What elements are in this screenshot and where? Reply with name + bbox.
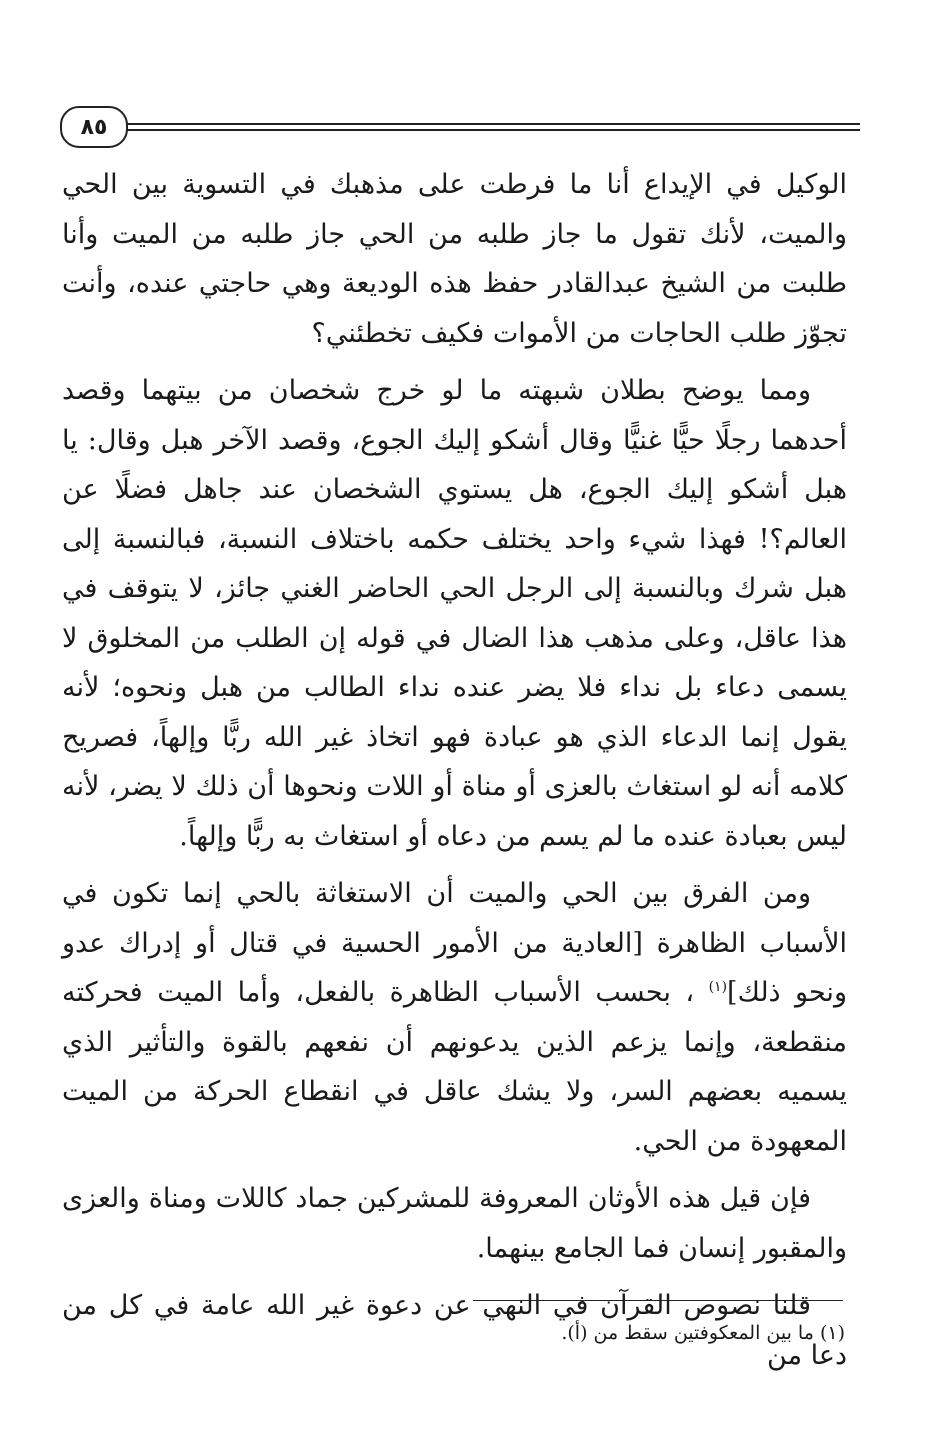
header-rule	[120, 129, 860, 131]
main-text	[62, 160, 847, 1388]
paragraph: ومما يوضح بطلان شبهته ما لو خرج شخصان من بيتهما وقصد أحدهما رجلًا حيًّا غنيًّا وقال أشكو إليك الجوع، وقصد الآخر هبل وقال: يا هبل أشكو إليك الجوع، هل يستوي الشخصان عند جاهل فضلًا عن العالم؟! فهذا شيء واحد يختلف حكمه باختلاف النسبة، فبالنسبة إلى هبل شرك وبالنسبة إلى الرجل الحي الحاضر الغني جائز، لا يتوقف في هذا عاقل، وعلى مذهب هذا الضال في قوله إن الطلب من المخلوق لا يسمى دعاء بل نداء فلا يضر عنده نداء الطالب من هبل ونحوه؛ لأنه يقول إنما الدعاء الذي هو عبادة فهو اتخاذ غير الله ربًّا وإلهاً، فصريح كلامه أنه لو استغاث بالعزى أو مناة أو اللات ونحوها أن ذلك لا يضر، لأنه ليس بعبادة عنده ما لم يسم من دعاه أو استغاث به ربًّا وإلهاً.	[62, 375, 847, 852]
paragraph-text: ، بحسب الأسباب الظاهرة بالفعل، وأما الميت فحركته منقطعة، وإنما يزعم الذين يدعونهم أن نفعهم بالقوة والتأثير الذي يسميه بعضهم السر، ولا يشك عاقل في انقطاع الحركة من الميت المعهودة من الحي.	[62, 977, 847, 1157]
paragraph: قلنا نصوص القرآن في النهي عن دعوة غير الله عامة في كل من دعا من	[62, 1290, 847, 1371]
page-header	[60, 100, 860, 150]
page-number: ٨٥	[60, 106, 128, 148]
footnote-separator	[473, 1300, 843, 1301]
paragraph: الوكيل في الإيداع أنا ما فرطت على مذهبك في التسوية بين الحي والميت، لأنك تقول ما جاز طلبه من الحي جاز طلبه من الميت وأنا طلبت من الشيخ عبدالقادر حفظ هذه الوديعة وهي حاجتي عنده، وأنت تجوّز طلب الحاجات من الأموات فكيف تخطئني؟	[62, 169, 847, 349]
footnotes	[85, 1318, 845, 1348]
footnote-reference[interactable]: (١)	[708, 979, 728, 995]
paragraph: فإن قيل هذه الأوثان المعروفة للمشركين جماد كاللات ومناة والعزى والمقبور إنسان فما الجامع بينهما.	[62, 1183, 847, 1264]
paragraph	[62, 869, 847, 1166]
footnote: (١) ما بين المعكوفتين سقط من (أ).	[561, 1322, 845, 1344]
paragraph-text: ومن الفرق بين الحي والميت أن الاستغاثة بالحي إنما تكون في الأسباب الظاهرة [العادية من الأمور الحسية في قتال أو إدراك عدو ونحو ذلك]	[62, 878, 847, 1008]
header-rule	[120, 123, 860, 125]
